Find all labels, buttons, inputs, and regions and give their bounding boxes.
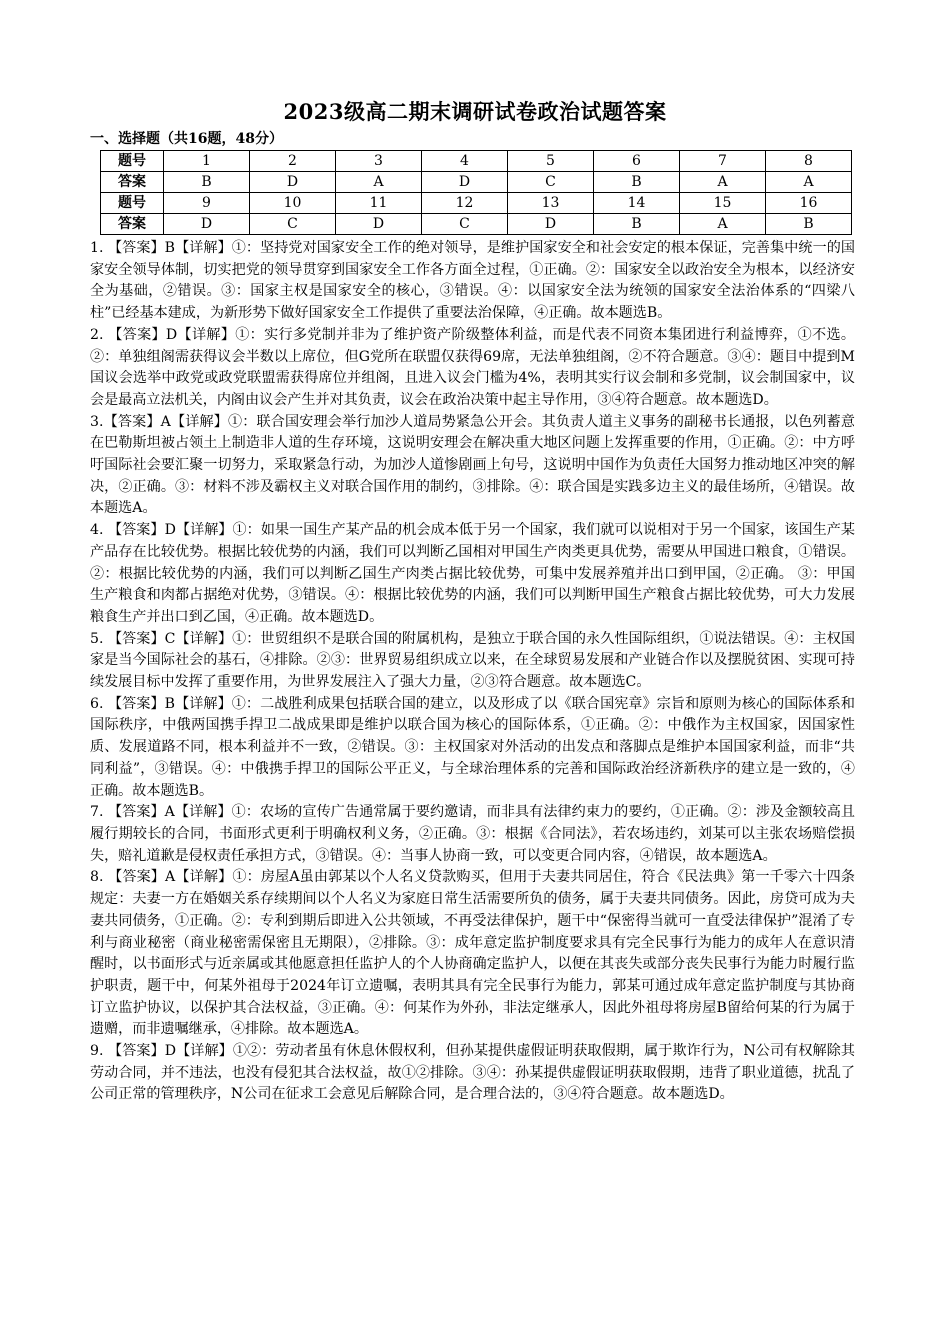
question-number: 12 [422,193,508,214]
question-number: 11 [336,193,422,214]
explanation-paragraph: 4. 【答案】D【详解】①：如果一国生产某产品的机会成本低于另一个国家，我们就可以说相对于另一个国家，该国生产某产品存在比较优势。根据比较优势的内涵，我们可以判断乙国相对甲国生产肉类更具优势，需要从甲国进口粮食，①错误。 ②：根据比较优势的内涵，我们可以判断乙国生产肉类占据比较优势，可集中发展养殖并出口到甲国，②正确。 ③：甲国生产粮食和肉都占据绝对优势，③错误。④：根据比较优势的内涵，我们可以判断甲国生产粮食占据比较优势，可大力发展粮食生产并出口到乙国，④正确。故本题选D。 [90,522,855,625]
table-row [101,193,852,214]
explanation-paragraph: 3.【答案】A【详解】①：联合国安理会举行加沙人道局势紧急公开会。其负责人道主义事务的副秘书长通报，以色列蓄意在巴勒斯坦被占领土上制造非人道的生存环境，这说明安理会在解决重大地区问题上发挥重要的作用，①正确。②：中方呼吁国际社会要汇聚一切努力，采取紧急行动，为加沙人道惨剧画上句号，这说明中国作为负责任大国努力推动地区冲突的解决，②正确。③：材料不涉及霸权主义对联合国作用的制约，③排除。④：联合国是实践多边主义的最佳场所，④错误。故本题选A。 [90,413,855,517]
explanations [90,238,855,1106]
row-label: 答案 [101,214,164,235]
table-row [101,214,852,235]
question-number: 13 [508,193,594,214]
answer-cell: C [508,172,594,193]
page-title: 2023级高二期末调研试卷政治试题答案 [283,99,667,124]
explanation-paragraph: 7. 【答案】A【详解】①：农场的宣传广告通常属于要约邀请，而非具有法律约束力的要约，①正确。②：涉及金额较高且履行期较长的合同，书面形式更利于明确权利义务，②正确。③：根据《合同法》，若农场违约，刘某可以主张农场赔偿损失，赔礼道歉是侵权责任承担方式，③错误。④：当事人协商一致，可以变更合同内容，④错误，故本题选A。 [90,804,855,864]
table-row [101,151,852,172]
explanation-paragraph: 8. 【答案】A【详解】①：房屋A虽由郭某以个人名义贷款购买，但用于夫妻共同居住，符合《民法典》第一千零六十四条规定：夫妻一方在婚姻关系存续期间以个人名义为家庭日常生活需要所负的债务，属于夫妻共同债务。因此，房贷可成为夫妻共同债务，①正确。②：专利到期后即进入公共领域，不再受法律保护，题干中“保密得当就可一直受法律保护”混淆了专利与商业秘密（商业秘密需保密且无期限），②排除。③：成年意定监护制度要求具有完全民事行为能力的成年人在意识清醒时，以书面形式与近亲属或其他愿意担任监护人的个人协商确定监护人，以便在其丧失或部分丧失民事行为能力时履行监护职责，题干中，何某外祖母于2024年订立遗嘱，表明其具有完全民事行为能力，郭某可通过成年意定监护制度与其协商订立监护协议，以保护其合法权益，③正确。④：何某作为外孙，非法定继承人，因此外祖母将房屋B留给何某的行为属于遗赠，而非遗嘱继承，④排除。故本题选A。 [90,869,855,1038]
question-number: 6 [594,151,680,172]
question-number: 8 [766,151,852,172]
row-label: 题号 [101,151,164,172]
question-number: 5 [508,151,594,172]
answer-cell: A [680,214,766,235]
answer-cell: D [422,172,508,193]
question-number: 7 [680,151,766,172]
row-label: 题号 [101,193,164,214]
answer-cell: A [680,172,766,193]
question-number: 9 [164,193,250,214]
row-label: 答案 [101,172,164,193]
explanation-paragraph: 1. 【答案】B【详解】①：坚持党对国家安全工作的绝对领导，是维护国家安全和社会安定的根本保证，完善集中统一的国家安全领导体制，切实把党的领导贯穿到国家安全工作各方面全过程，①正确。②：国家安全以政治安全为根本，以经济安全为基础，②错误。③：国家主权是国家安全的核心，③错误。④：以国家安全法为统领的国家安全法治体系的“四梁八柱”已经基本建成，为新形势下做好国家安全工作提供了重要法治保障，④正确。故本题选B。 [90,240,855,322]
answer-cell: C [422,214,508,235]
answer-cell: A [336,172,422,193]
question-number: 2 [250,151,336,172]
question-number: 15 [680,193,766,214]
answer-cell: B [766,214,852,235]
question-number: 16 [766,193,852,214]
answer-cell: B [594,214,680,235]
question-number: 10 [250,193,336,214]
explanation-paragraph: 6. 【答案】B【详解】①：二战胜利成果包括联合国的建立，以及形成了以《联合国宪章》宗旨和原则为核心的国际体系和国际秩序，中俄两国携手捍卫二战成果即是维护以联合国为核心的国际体系，①正确。②：中俄作为主权国家，因国家性质、发展道路不同，根本利益并不一致，②错误。③：主权国家对外活动的出发点和落脚点是维护本国国家利益，而非“共同利益”，③错误。④：中俄携手捍卫的国际公平正义，与全球治理体系的完善和国际政治经济新秩序的建立是一致的，④正确。故本题选B。 [90,695,855,799]
explanation-paragraph: 2. 【答案】D【详解】①：实行多党制并非为了维护资产阶级整体利益，而是代表不同资本集团进行利益博弈，①不选。②：单独组阁需获得议会半数以上席位，但G党所在联盟仅获得69席，无法单独组阁，②不符合题意。③④：题目中提到M国议会选举中政党或政党联盟需获得席位并组阁，且进入议会门槛为4%，表明其实行议会制和多党制，议会制国家中，议会是最高立法机关，内阁由议会产生并对其负责，议会在政治决策中起主导作用，③④符合题意。故本题选D。 [90,326,855,408]
answer-cell: D [508,214,594,235]
question-number: 1 [164,151,250,172]
question-number: 14 [594,193,680,214]
answer-cell: D [336,214,422,235]
answer-cell: C [250,214,336,235]
question-number: 4 [422,151,508,172]
explanation-paragraph: 5. 【答案】C【详解】①：世贸组织不是联合国的附属机构，是独立于联合国的永久性国际组织，①说法错误。④：主权国家是当今国际社会的基石，④排除。②③：世界贸易组织成立以来，在全球贸易发展和产业链合作以及摆脱贫困、实现可持续发展目标中发挥了重要作用，为世界发展注入了强大力量，②③符合题意。故本题选C。 [90,630,855,691]
answer-cell: B [594,172,680,193]
answer-table [100,150,852,235]
section-heading: 一、选择题（共16题，48分） [90,131,283,147]
table-row [101,172,852,193]
answer-cell: D [250,172,336,193]
answer-cell: A [766,172,852,193]
answer-cell: D [164,214,250,235]
answer-cell: B [164,172,250,193]
explanation-paragraph: 9. 【答案】D【详解】①②：劳动者虽有休息休假权利，但孙某提供虚假证明获取假期，属于欺诈行为，N公司有权解除其劳动合同，并不违法，也没有侵犯其合法权益，故①②排除。③④：孙某提供虚假证明获取假期，违背了职业道德，扰乱了公司正常的管理秩序，N公司在征求工会意见后解除合同，是合理合法的，③④符合题意。故本题选D。 [90,1043,855,1103]
question-number: 3 [336,151,422,172]
